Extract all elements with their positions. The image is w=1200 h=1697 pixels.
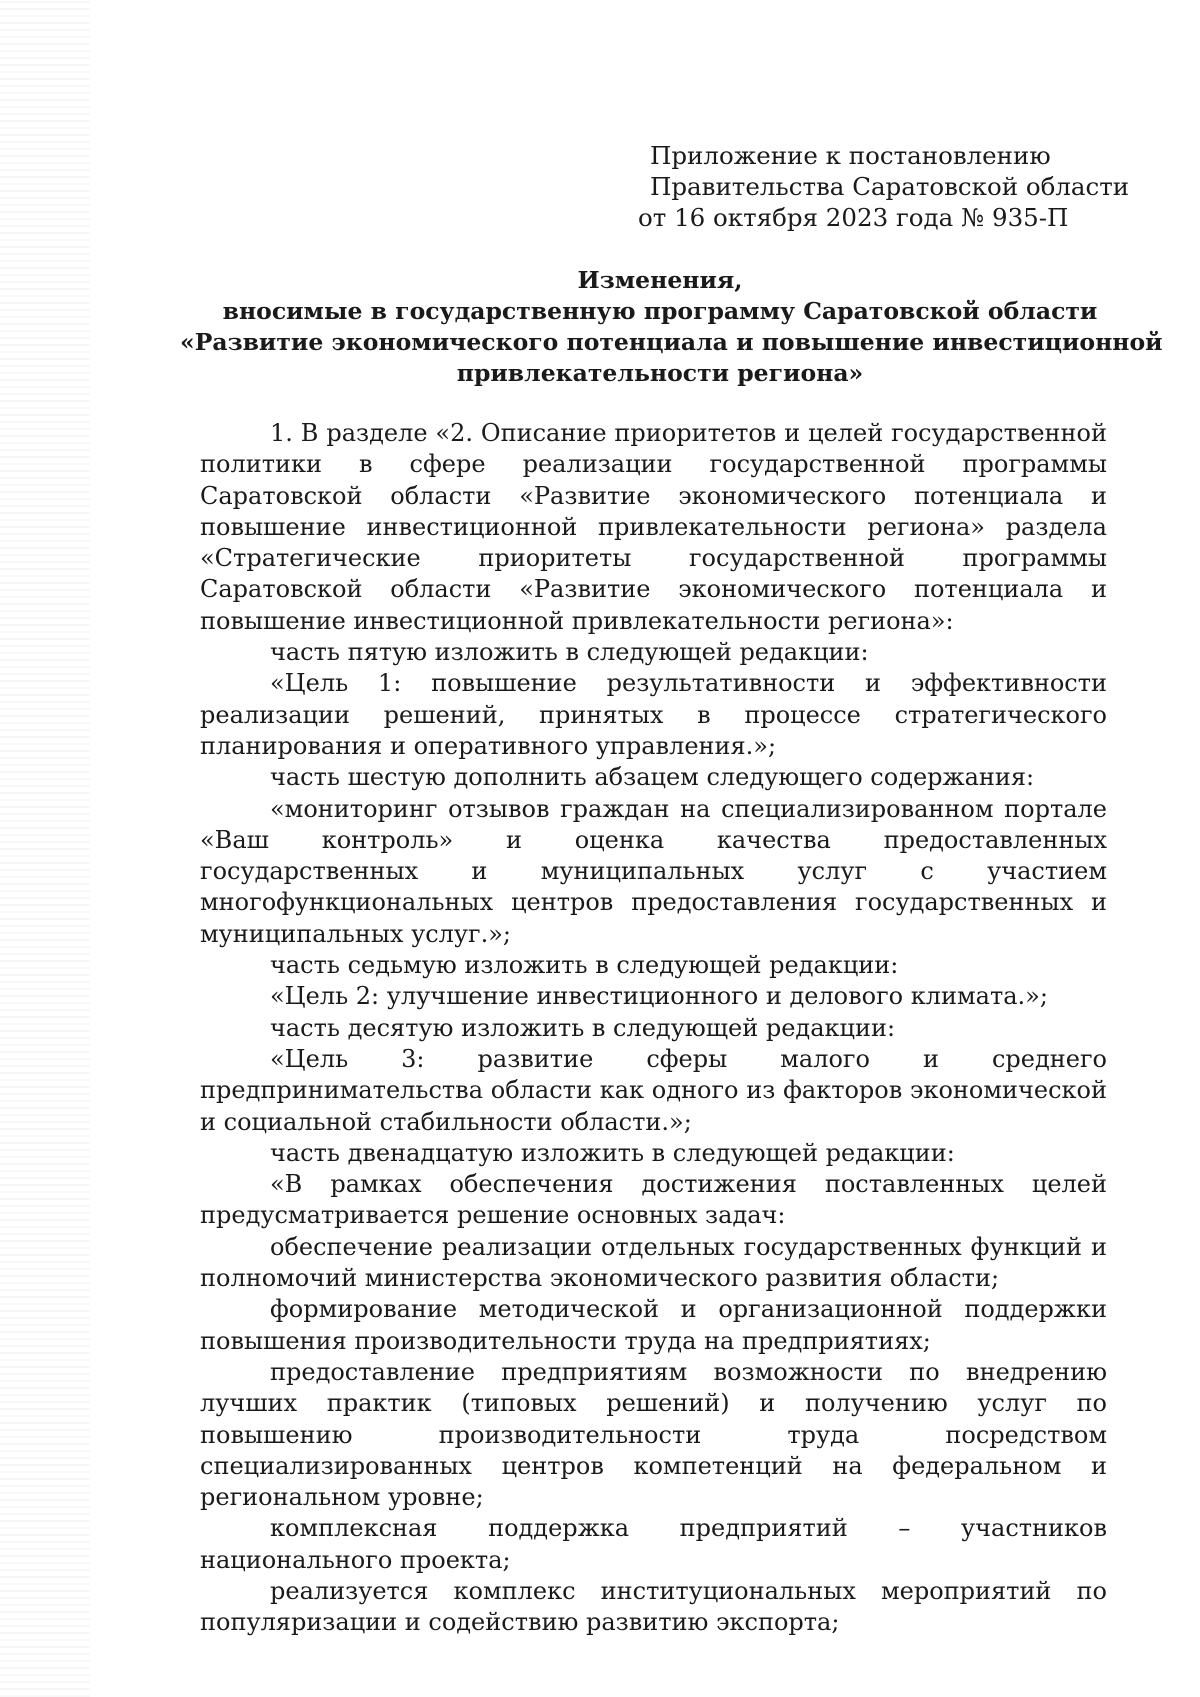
document-body [200,418,1107,1639]
approval-line-3: от 16 октября 2023 года № 935-П [638,203,1069,232]
heading-line-2: вносимые в государственную программу Саратовской области [222,297,1098,325]
paragraph-8: часть десятую изложить в следующей редакции: [270,1013,896,1042]
paragraph-5: «мониторинг отзывов граждан на специализированном портале «Ваш контроль» и оценка качества предоставленных государственных и муниципальных услуг с участием многофункциональных центров предоставления государственных и муниципальных услуг.»; [200,794,1107,948]
heading-line-4: привлекательности региона» [456,359,864,387]
paragraph-6: часть седьмую изложить в следующей редакции: [270,951,899,980]
approval-line-2: Правительства Саратовской области [650,172,1130,201]
paragraph-11: «В рамках обеспечения достижения поставленных целей предусматривается решение основных задач: [200,1170,1107,1230]
paragraph-14: предоставление предприятиям возможности по внедрению лучших практик (типовых решений) и получению услуг по повышению производительности труда посредством специализированных центров компетенций на федеральном и региональном уровне; [200,1357,1107,1512]
paragraph-12: обеспечение реализации отдельных государственных функций и полномочий министерства экономического развития области; [200,1232,1107,1293]
paragraph-1: 1. В разделе «2. Описание приоритетов и целей государственной политики в сфере реализации государственной программы Саратовской области «Развитие экономического потенциала и повышение инвестиционной привлекательности региона» раздела «Стратегические приоритеты государственной программы Саратовской области «Развитие экономического потенциала и повышение инвестиционной привлекательности региона»: [200,419,1107,635]
paragraph-10: часть двенадцатую изложить в следующей редакции: [270,1138,955,1167]
approval-line-1: Приложение к постановлению [650,141,1051,170]
paragraph-15: комплексная поддержка предприятий – участников национального проекта; [200,1514,1107,1574]
paragraph-3: «Цель 1: повышение результативности и эффективности реализации решений, принятых в процессе стратегического планирования и оперативного управления.»; [200,669,1107,760]
scan-edge-noise [0,0,90,1697]
paragraph-4: часть шестую дополнить абзацем следующего содержания: [270,763,1035,792]
approval-block [638,140,1130,233]
document-heading [180,265,1163,389]
paragraph-16: реализуется комплекс институциональных мероприятий по популяризации и содействию развитию экспорта; [200,1576,1107,1637]
paragraph-7: «Цель 2: улучшение инвестиционного и делового климата.»; [270,982,1048,1011]
paragraph-13: формирование методической и организационной поддержки повышения производительности труда на предприятиях; [200,1295,1107,1355]
paragraph-9: «Цель 3: развитие сферы малого и среднего предпринимательства области как одного из факторов экономической и социальной стабильности области.»; [200,1044,1107,1136]
paragraph-2: часть пятую изложить в следующей редакции: [270,638,869,667]
heading-line-1: Изменения, [577,266,743,294]
heading-line-3: «Развитие экономического потенциала и повышение инвестиционной [180,328,1163,356]
